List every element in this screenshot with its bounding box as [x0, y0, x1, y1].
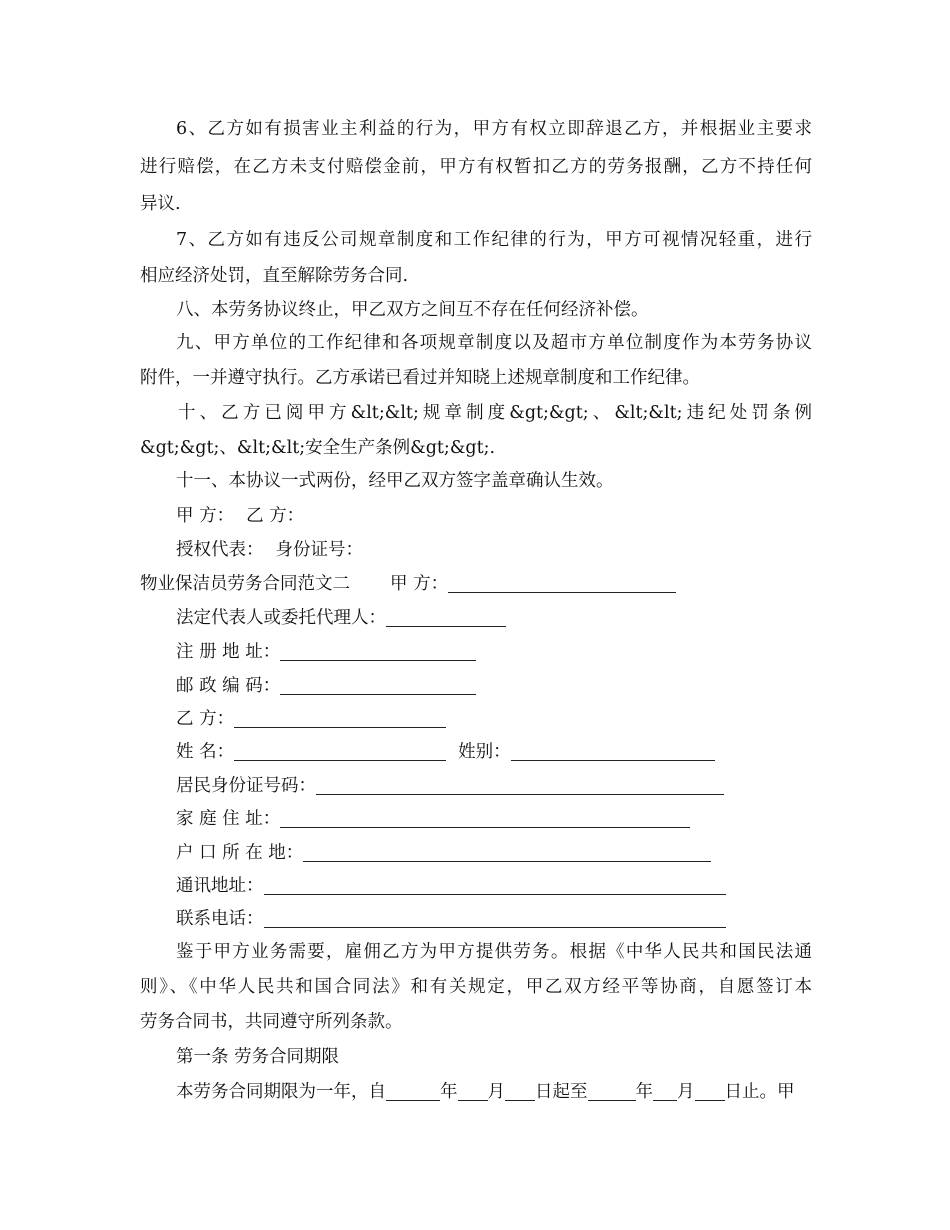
clause-6-line-1: 6、乙方如有损害业主利益的行为，甲方有权立即辞退乙方，并根据业主要求 [176, 119, 812, 139]
intro-line-1: 鉴于甲方业务需要，雇佣乙方为甲方提供劳务。根据《中华人民共和国民法通 [176, 942, 812, 962]
legal-rep-label: 法定代表人或委托代理人： [176, 608, 386, 628]
article-1-title: 第一条 劳务合同期限 [176, 1047, 340, 1067]
party-b-label: 乙 方： [246, 506, 305, 526]
end-year-label: 年 [635, 1082, 653, 1102]
contract-title-2 [140, 572, 676, 596]
phone-label: 联系电话： [176, 909, 264, 929]
phone-row [176, 907, 726, 931]
start-day-label: 日起至 [535, 1082, 588, 1102]
clause-9-line-2: 附件，一并遵守执行。乙方承诺已看过并知晓上述规章制度和工作纪律。 [140, 368, 700, 388]
clause-7-line-1: 7、乙方如有违反公司规章制度和工作纪律的行为，甲方可视情况轻重，进行 [176, 230, 812, 250]
home-address-label: 家 庭 住 址： [176, 809, 281, 829]
hukou-blank [303, 843, 711, 862]
start-year-label: 年 [440, 1082, 458, 1102]
name-gender-row [176, 740, 715, 764]
clause-6-line-2: 进行赔偿，在乙方未支付赔偿金前，甲方有权暂扣乙方的劳务报酬，乙方不持任何 [140, 157, 812, 177]
clause-6-line-3: 异议. [140, 194, 181, 214]
home-address-blank [280, 809, 690, 828]
id-no-blank [316, 776, 724, 795]
phone-blank [264, 909, 726, 928]
clause-9-line-1: 九、甲方单位的工作纪律和各项规章制度以及超市方单位制度作为本劳务协议 [176, 333, 812, 353]
id-number-label: 身份证号： [275, 540, 363, 560]
reg-address-row [176, 640, 476, 664]
end-day-blank [695, 1082, 725, 1101]
gender-label: 姓别： [458, 742, 511, 762]
clause-7-line-2: 相应经济处罚，直至解除劳务合同. [140, 266, 409, 286]
postcode-label: 邮 政 编 码： [176, 676, 281, 696]
home-address-row [176, 807, 690, 831]
party-a-label: 甲 方： [176, 506, 235, 526]
party-a-blank [448, 574, 676, 593]
name-label: 姓 名： [176, 742, 235, 762]
end-year-blank [588, 1082, 636, 1101]
term-end: 日止。甲 [724, 1082, 795, 1102]
mail-address-row [176, 874, 726, 898]
signature-parties [176, 504, 304, 528]
legal-rep-blank [386, 608, 506, 627]
clause-10-line-1: 十、乙方已阅甲方&lt;&lt;规章制度&gt;&gt;、&lt;&lt;违纪处罚条例 [178, 403, 812, 423]
start-day-blank [505, 1082, 535, 1101]
hukou-row [176, 841, 711, 865]
clause-8: 八、本劳务协议终止，甲乙双方之间互不存在任何经济补偿。 [176, 300, 649, 320]
hukou-label: 户 口 所 在 地： [176, 843, 304, 863]
authorized-rep-label: 授权代表： [176, 540, 264, 560]
reg-address-blank [280, 642, 476, 661]
end-month-blank [653, 1082, 677, 1101]
party-b-blank [234, 709, 446, 728]
clause-10-line-2: &gt;&gt;、&lt;&lt;安全生产条例&gt;&gt;. [140, 438, 496, 458]
end-month-label: 月 [677, 1082, 695, 1102]
start-year-blank [386, 1082, 440, 1101]
postcode-row [176, 674, 476, 698]
id-no-label: 居民身份证号码： [176, 776, 316, 796]
form-party-a-label: 甲 方： [390, 574, 449, 594]
clause-11: 十一、本协议一式两份，经甲乙双方签字盖章确认生效。 [176, 471, 614, 491]
mail-address-blank [264, 876, 726, 895]
form-party-b-label: 乙 方： [176, 709, 235, 729]
legal-rep-row [176, 606, 506, 630]
gender-blank [511, 742, 715, 761]
term-row [176, 1080, 795, 1104]
term-intro: 本劳务合同期限为一年，自 [176, 1082, 386, 1102]
contract-title: 物业保洁员劳务合同范文二 [140, 574, 350, 594]
party-b-row [176, 707, 446, 731]
postcode-blank [280, 676, 476, 695]
intro-line-2: 则》、《中华人民共和国合同法》和有关规定，甲乙双方经平等协商，自愿签订本 [140, 977, 812, 997]
id-no-row [176, 774, 724, 798]
name-blank [234, 742, 446, 761]
start-month-blank [458, 1082, 488, 1101]
reg-address-label: 注 册 地 址： [176, 642, 281, 662]
intro-line-3: 劳务合同书，共同遵守所列条款。 [140, 1012, 403, 1032]
start-month-label: 月 [487, 1082, 505, 1102]
signature-rep [176, 538, 363, 562]
mail-address-label: 通讯地址： [176, 876, 264, 896]
